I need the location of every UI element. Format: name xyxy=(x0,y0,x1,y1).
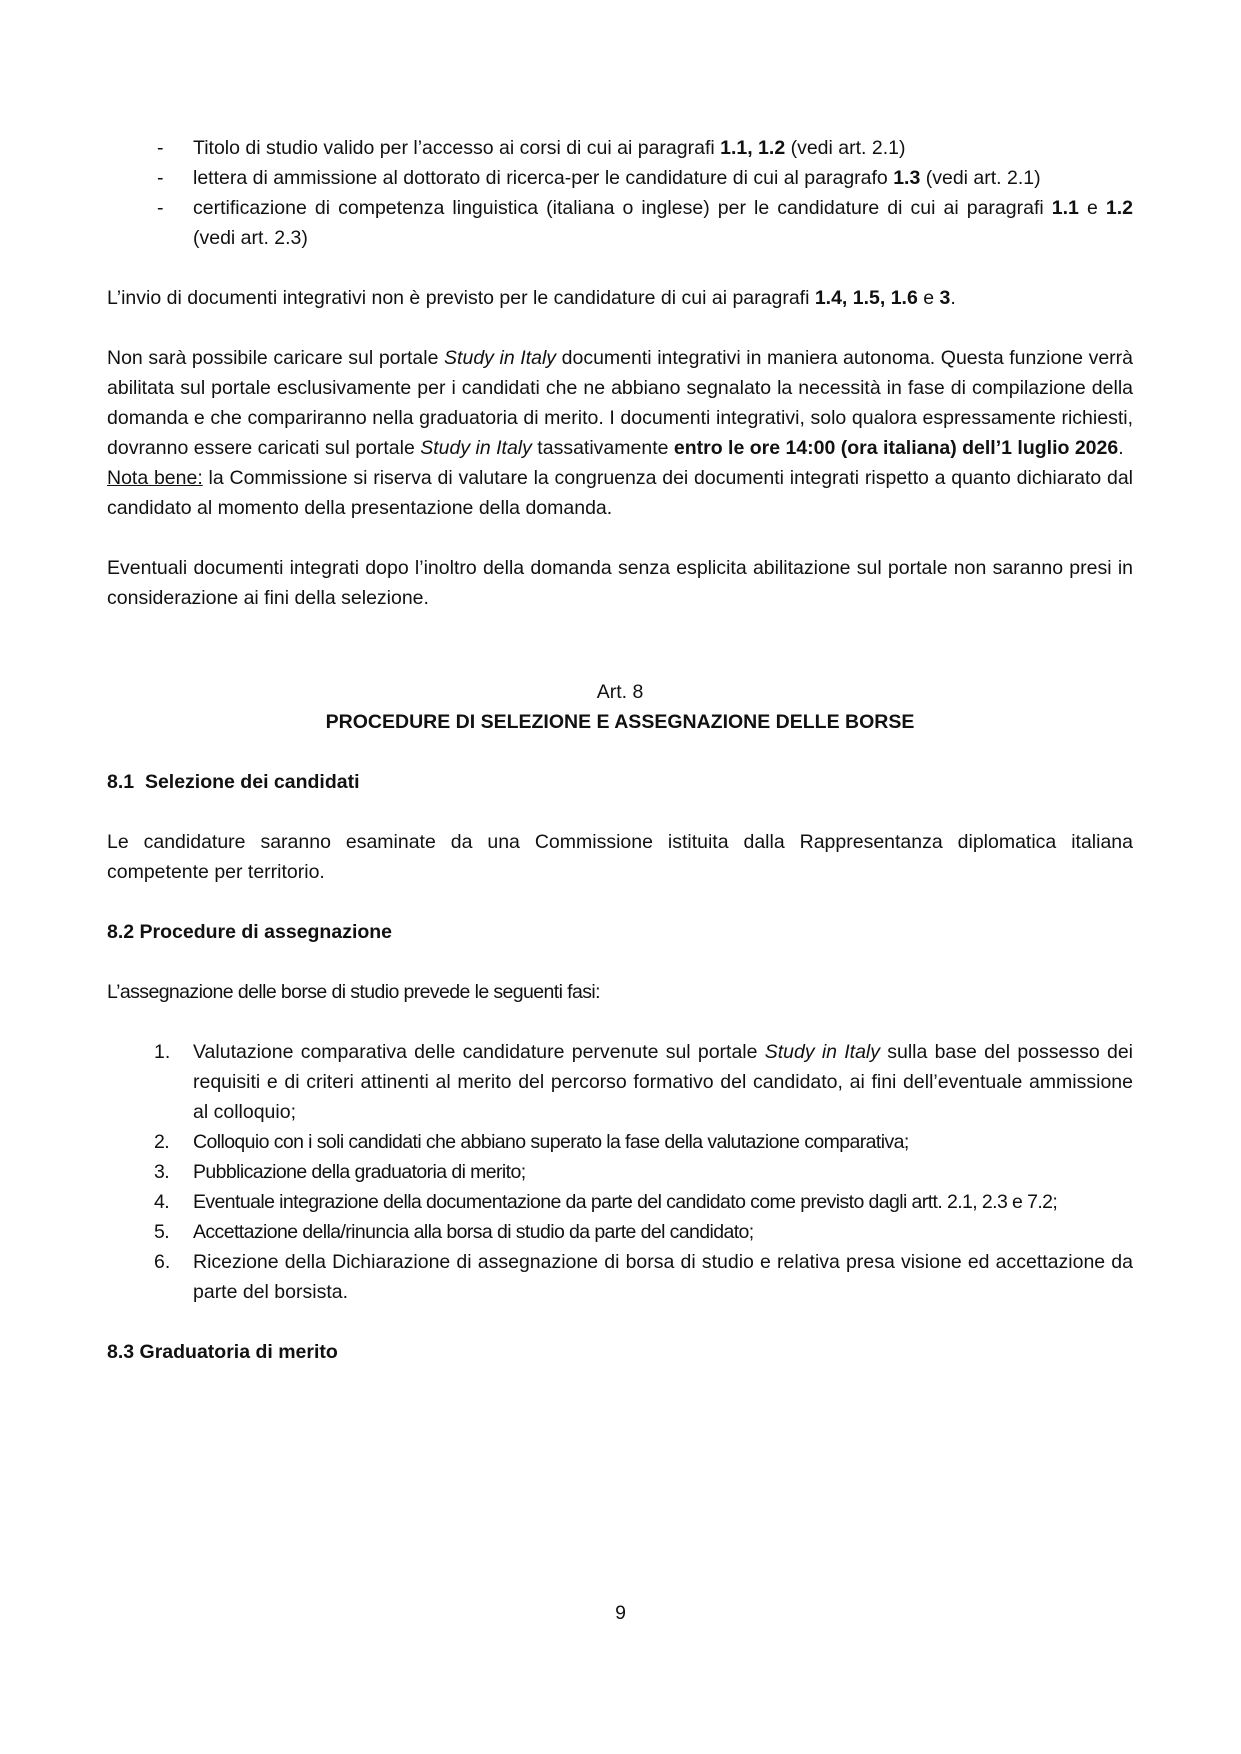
nota-bene-paragraph: Nota bene: la Commissione si riserva di valutare la congruenza dei documenti integrati rispetto a quanto dichiarato dal candidato al momento della presentazione della domanda. xyxy=(107,467,1134,519)
document-page xyxy=(107,133,1133,1367)
requirements-list xyxy=(107,133,1133,253)
section-8-1-body: Le candidature saranno esaminate da una Commissione istituita dalla Rappresentanza diplomatica italiana competente per territorio. xyxy=(107,831,1133,883)
step-number: 6. xyxy=(154,1251,171,1273)
step-number: 5. xyxy=(154,1221,170,1243)
section-8-2-heading: 8.2 Procedure di assegnazione xyxy=(107,921,393,943)
step-number: 2. xyxy=(154,1131,170,1153)
step-number: 1. xyxy=(154,1041,171,1063)
list-item: - certificazione di competenza linguistica (italiana o inglese) per le candidature di cui ai paragrafi 1.1 e 1.2 (vedi art. 2.3) xyxy=(107,193,1133,253)
paragraph-eventuali: Eventuali documenti integrati dopo l’inoltro della domanda senza esplicita abilitazione sul portale non saranno presi in considerazione ai fini della selezione. xyxy=(107,557,1133,609)
list-item: - lettera di ammissione al dottorato di ricerca-per le candidature di cui al paragrafo 1.3 (vedi art. 2.1) xyxy=(107,163,1133,193)
section-8-1-heading: 8.1 Selezione dei candidati xyxy=(107,771,360,793)
dash-bullet: - xyxy=(157,137,164,159)
article-title: PROCEDURE DI SELEZIONE E ASSEGNAZIONE DELLE BORSE xyxy=(325,711,915,733)
dash-bullet: - xyxy=(157,197,164,219)
section-8-2-intro: L’assegnazione delle borse di studio prevede le seguenti fasi: xyxy=(107,981,600,1003)
list-item: 1. Valutazione comparativa delle candidature pervenute sul portale Study in Italy sulla base del possesso dei requisiti e di criteri attinenti al merito del percorso formativo del candidato, ai fini dell’eventuale ammissione al colloquio; xyxy=(107,1037,1133,1127)
list-item: 5. Accettazione della/rinuncia alla borsa di studio da parte del candidato; xyxy=(107,1217,1133,1247)
list-item: 4. Eventuale integrazione della documentazione da parte del candidato come previsto dagli artt. 2.1, 2.3 e 7.2; xyxy=(107,1187,1133,1217)
list-item: 3. Pubblicazione della graduatoria di merito; xyxy=(107,1157,1133,1187)
paragraph-portale: Non sarà possibile caricare sul portale Study in Italy documenti integrativi in maniera autonoma. Questa funzione verrà abilitata sul portale esclusivamente per i candidati che ne abbiano segnalato la necessità in fase di compilazione della domanda e che compariranno nella graduatoria di merito. I documenti integrativi, solo qualora espressamente richiesti, dovranno essere caricati sul portale Study in Italy tassativamente entro le ore 14:00 (ora italiana) dell’1 luglio 2026. xyxy=(107,347,1134,459)
dash-bullet: - xyxy=(157,167,164,189)
list-item: 6. Ricezione della Dichiarazione di assegnazione di borsa di studio e relativa presa visione ed accettazione da parte del borsista. xyxy=(107,1247,1133,1307)
list-item: - Titolo di studio valido per l’accesso ai corsi di cui ai paragrafi 1.1, 1.2 (vedi art. 2.1) xyxy=(107,133,1133,163)
step-number: 4. xyxy=(154,1191,170,1213)
article-number: Art. 8 xyxy=(596,681,644,703)
page-number: 9 xyxy=(615,1602,626,1624)
paragraph-no-integrativi: L’invio di documenti integrativi non è previsto per le candidature di cui ai paragrafi 1.4, 1.5, 1.6 e 3. xyxy=(107,287,956,309)
list-item: 2. Colloquio con i soli candidati che abbiano superato la fase della valutazione comparativa; xyxy=(107,1127,1133,1157)
section-8-3-heading: 8.3 Graduatoria di merito xyxy=(107,1341,338,1363)
step-number: 3. xyxy=(154,1161,170,1183)
nota-bene-label: Nota bene: xyxy=(107,467,203,489)
assignment-steps-list xyxy=(107,1037,1133,1307)
deadline-text: entro le ore 14:00 (ora italiana) dell’1 luglio 2026 xyxy=(673,437,1119,459)
